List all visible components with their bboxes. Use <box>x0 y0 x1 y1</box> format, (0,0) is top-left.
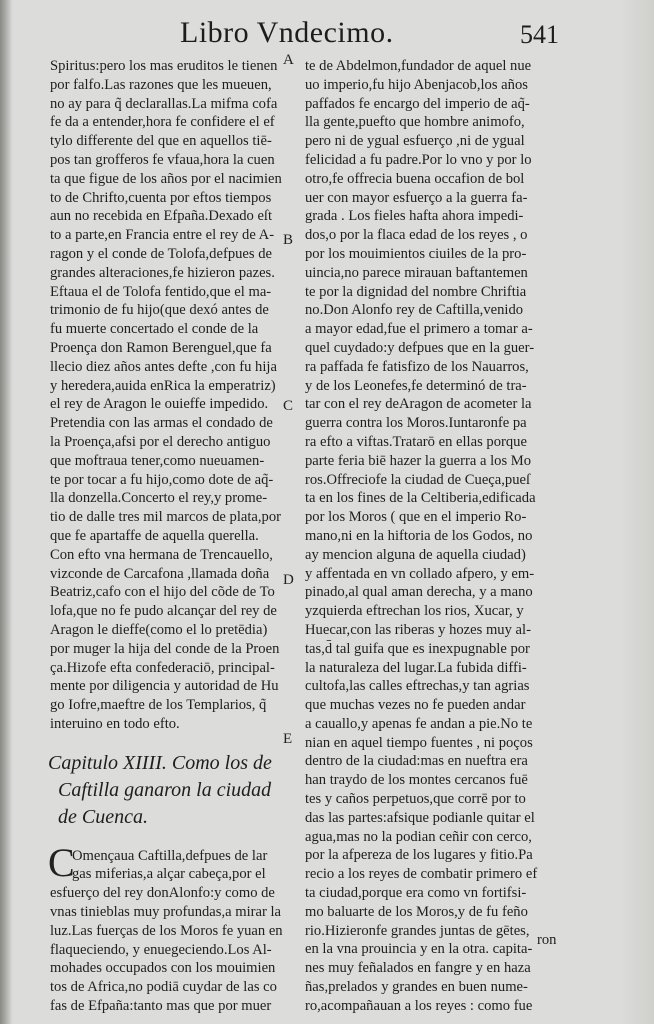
margin-marker: C <box>283 398 294 414</box>
text-line: Beatriz,cafo con el hijo del cõde de To <box>50 584 275 601</box>
text-line: te por la dignidad del nombre Chriftia <box>305 283 527 300</box>
text-line: parte feria biē hazer la guerra a los Mo <box>305 452 532 469</box>
drop-cap-initial: C <box>48 839 75 885</box>
text-line: lofa,que no fe pudo alcançar del rey de <box>50 603 277 620</box>
text-line: tes y caños perpetuos,que corrē por to <box>305 791 526 808</box>
text-line: te de Abdelmon,fundador de aquel nue <box>305 58 532 74</box>
text-line: Huecar,con las riberas y hozes muy al- <box>305 621 531 638</box>
chapter-heading-line: Caftilla ganaron la ciudad <box>58 778 272 801</box>
folio-number: 541 <box>520 20 559 49</box>
text-line: fu muerte concertado el conde de la <box>50 321 259 338</box>
text-line <box>50 884 286 903</box>
text-line: el rey de Aragon le ouieffe impedido. <box>50 396 269 413</box>
text-line: ra efto a viftas.Tratarō en ellas porque <box>305 433 527 450</box>
text-line: ta que figue de los años por el nacimien <box>50 170 282 187</box>
running-head <box>0 10 654 50</box>
text-line: fe da a entender,hora fe confidere el ef <box>50 114 275 131</box>
text-line-content: vnas tinieblas muy profundas,a mirar la <box>50 904 282 921</box>
text-line: a mayor edad,fue el primero a tomar a- <box>305 321 533 338</box>
text-line: y heredera,auida enRica la emperatriz) <box>50 377 276 394</box>
text-line: tio de dalle tres mil marcos de plata,por <box>50 509 281 526</box>
text-line: dos,o por la flaca edad de los reyes , o <box>305 227 528 244</box>
text-line: por los mouimientos ciuiles de la pro- <box>305 245 527 262</box>
text-line: que fe apartaffe de aquella querella. <box>50 527 259 544</box>
text-line: por la afpereza de los lugares y fitio.Pa <box>305 847 533 864</box>
text-line: pinado,al qual aman derecha, y a mano <box>305 584 533 601</box>
margin-marker: B <box>283 232 294 248</box>
section-gap <box>50 831 286 847</box>
text-line: yzquierda eftrechan los rios, Xucar, y <box>305 603 524 620</box>
left-column <box>50 57 286 1016</box>
text-line: to a parte,en Francia entre el rey de A- <box>50 227 275 244</box>
text-line: ros.Offreciofe la ciudad de Cueça,pueſ <box>305 471 531 488</box>
text-line: grandes alteraciones,fe hizieron pazes. <box>50 264 275 281</box>
text-line: dentro de la ciudad:mas en nueftra era <box>305 753 528 770</box>
running-title: Libro Vndecimo. <box>180 16 394 49</box>
text-line: han traydo de los montes cercanos fuē <box>305 772 528 789</box>
text-line: mo baluarte de los Moros,y de fu feño <box>305 903 528 920</box>
text-line: nian en aquel tiempo fuentes , ni poços <box>305 734 533 751</box>
text-line-content: gas miferias,a alçar cabeça,por el <box>72 866 266 883</box>
right-column <box>305 57 565 1016</box>
text-line: otro,fe offrecia buena occafion de bol <box>305 170 525 187</box>
text-line: y de los Leonefes,fe determinó de tra- <box>305 377 527 394</box>
text-line: uo imperio,fu hijo Abenjacob,los años <box>305 76 528 93</box>
text-line: que moftraua tener,como nueuamen- <box>50 452 265 469</box>
text-line-content: flaqueciendo, y enuegeciendo.Los Al- <box>50 941 272 958</box>
text-line: pero ni de ygual esfuerço ,ni de ygual <box>305 133 525 150</box>
text-line: ro,acompañauan a los reyes : como fue <box>305 997 533 1014</box>
text-line <box>50 903 286 922</box>
text-line: Pretendia con las armas el condado de <box>50 415 273 432</box>
text-line: recio a los reyes de combatir primero ef <box>305 866 538 883</box>
text-line: por los Moros ( que en el imperio Ro- <box>305 509 527 526</box>
text-line: mano,ni en la hiftoria de los Godos, no <box>305 527 533 544</box>
text-line-content: luz.Las fuerças de los Moros fe yuan en <box>50 922 283 939</box>
text-line: no ay para q̃ declarallas.La mifma cofa <box>50 95 278 112</box>
text-line: la naturaleza del lugar.La fubida diffi- <box>305 659 527 676</box>
text-line: vizconde de Carcafona ,llamada doña <box>50 565 270 582</box>
text-line: interuino en todo efto. <box>50 715 180 732</box>
text-line: uer con mayor esfuerço a la guerra fa- <box>305 189 528 206</box>
text-line: tar con el rey deAragon de acometer la <box>305 396 532 413</box>
text-line: en la vna prouincia y en la otra. capita- <box>305 941 533 958</box>
text-line <box>50 997 286 1016</box>
text-line: felicidad a fu padre.Por lo vno y por lo <box>305 151 532 168</box>
text-line <box>50 865 286 884</box>
text-line: ñas,prelados y grandes en buen nume- <box>305 979 528 996</box>
text-line: to de Chrifto,cuenta por eftos tiempos <box>50 189 272 206</box>
text-line <box>50 959 286 978</box>
text-line: ça.Hizofe efta confederaciō, principal- <box>50 659 275 676</box>
chapter-heading-line: de Cuenca. <box>58 805 148 828</box>
margin-marker: D <box>283 572 294 588</box>
text-line-content: mohades occupados con los mouimien <box>50 960 276 977</box>
text-line: ay mencion alguna de aquella ciudad) <box>305 546 526 563</box>
text-line-content: tos de Africa,no podiā cuydar de las co <box>50 979 277 996</box>
text-line: llecio diez años antes defte ,con fu hija <box>50 358 277 375</box>
catchword: ron <box>537 932 557 948</box>
text-line-content: fas de Efpaña:tanto mas que por muer <box>50 998 272 1015</box>
text-line: quel cuydado:y defpues que en la guer- <box>305 339 535 356</box>
text-line: ta en los fines de la Celtiberia,edificada <box>305 490 536 507</box>
text-line <box>50 941 286 960</box>
text-line: ra paffada fe fatisfizo de los Nauarros, <box>305 358 529 375</box>
text-line: te por tocar a fu hijo,como dote de aq̃- <box>50 471 274 488</box>
text-line: rio.Hizieronfe grandes juntas de gētes, <box>305 922 530 939</box>
text-line: nes muy feñalados en fangre y en haza <box>305 960 531 977</box>
text-line: ragon y el conde de Tolofa,defpues de <box>50 245 272 262</box>
chapter-heading-line: Capitulo XIIII. Como los de <box>48 751 272 774</box>
text-line: das las partes:afsique podianle quitar el <box>305 809 535 826</box>
margin-marker: E <box>283 731 293 747</box>
text-line <box>50 978 286 997</box>
text-line: Aragon le dieffe(como el lo pretēdia) <box>50 621 268 638</box>
text-line: Con efto vna hermana de Trencauello, <box>50 546 273 563</box>
text-line: y affentada en vn collado afpero, y em- <box>305 565 535 582</box>
text-line: guerra contra los Moros.Iuntaronfe pa <box>305 415 527 432</box>
margin-marker: A <box>283 52 294 68</box>
text-line: Eftaua el de Tolofa fentido,que el ma- <box>50 283 272 300</box>
text-line: la Proença,afsi por el derecho antiguo <box>50 433 271 450</box>
text-line: por muger la hija del conde de la Proen <box>50 640 280 657</box>
text-line: a cauallo,y apenas fe andan a pie.No te <box>305 715 533 732</box>
left-column-text-bottom <box>48 839 286 1016</box>
text-line-content: Omençaua Caftilla,defpues de lar <box>72 847 268 864</box>
text-line: trimonio de fu hijo(que dexó antes de <box>50 302 269 319</box>
text-line: tas,d̄ tal guifa que es inexpugnable por <box>305 640 530 657</box>
gutter-shadow <box>0 0 12 1024</box>
text-line: Proença don Ramon Berenguel,que fa <box>50 339 272 356</box>
text-line: que muchas vezes no fe pueden andar <box>305 697 526 714</box>
left-column-text-top <box>50 57 286 734</box>
text-line: paffados fe encargo del imperio de aq̃- <box>305 95 530 112</box>
text-line: Spiritus:pero los mas eruditos le tienen <box>50 58 278 74</box>
text-line: uincia,no parece mirauan baftantemen <box>305 264 528 281</box>
text-line: pos tan grofferos fe vfaua,hora la cuen <box>50 151 275 168</box>
text-line: grada . Los fieles hafta ahora impedi- <box>305 208 524 225</box>
section-gap <box>50 734 286 750</box>
text-line: agua,mas no la podian ceñir con cerco, <box>305 828 532 845</box>
text-line: aun no recebida en Efpaña.Dexado eſt <box>50 208 273 225</box>
text-line: go Iofre,maeftre de los Templarios, q̃ <box>50 697 267 714</box>
text-line: no.Don Alonfo rey de Caftilla,venido <box>305 302 524 319</box>
text-line: ta ciudad,porque era como vn fortifsi- <box>305 885 527 902</box>
text-line-content: esfuerço del rey donAlonfo:y como de <box>50 885 275 902</box>
text-line: tylo differente del que en aquellos tiē- <box>50 133 272 150</box>
text-line: lla donzella.Concerto el rey,y prome- <box>50 490 268 507</box>
text-line: lla gente,puefto que hombre animofo, <box>305 114 525 131</box>
chapter-heading <box>50 750 286 831</box>
text-line: cultofa,las calles eftrechas,y tan agrias <box>305 678 530 695</box>
text-line: mente por diligencia y autoridad de Hu <box>50 678 279 695</box>
text-line <box>50 922 286 941</box>
text-line: por falfo.Las razones que les mueuen, <box>50 76 272 93</box>
